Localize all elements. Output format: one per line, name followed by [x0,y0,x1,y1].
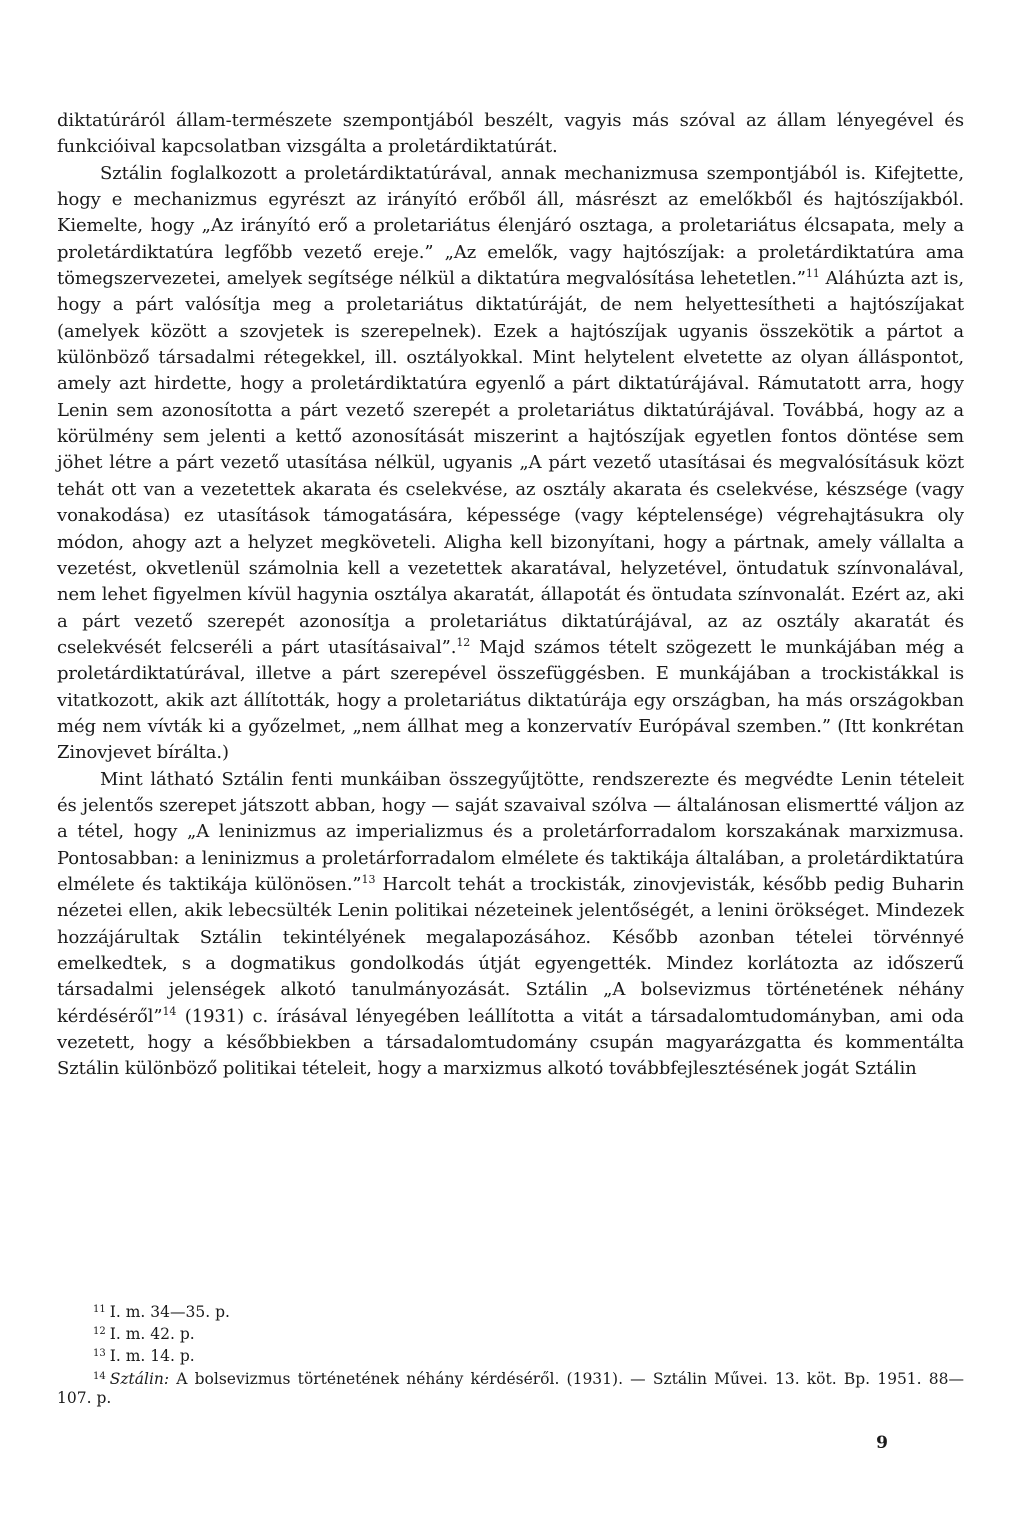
paragraph-2-text-b: Aláhúzta azt is, hogy a párt valósítja meg a proletariátus diktatúráját, de nem helyettesítheti a hajtószíjakat (amelyek között a szovjetek is szerepelnek). Ezek a hajtószíjak ugyanis összekötik a pártot a különböző társadalmi rétegekkel, ill. osztályokkal. Mint helytelent elvetette az olyan álláspontot, amely azt hirdette, hogy a proletárdiktatúra egyenlő a párt diktatúrájával. Rámutatott arra, hogy Lenin sem azonosította a párt vezető szerepét a proletariátus diktatúrájával. Továbbá, hogy az a körülmény sem jelenti a kettő azonosítását miszerint a hajtószíjak egyetlen fontos döntése sem jöhet létre a párt vezető utasítása nélkül, ugyanis „A párt vezető utasításai és megvalósításuk közt tehát ott van a vezetettek akarata és cselekvése, az osztály akarata és cselekvése, készsége (vagy vonakodása) ez utasítások támogatására, képessége (vagy képtelensége) végrehajtásukra oly módon, ahogy azt a helyzet megköveteli. Aligha kell bizonyítani, hogy a pártnak, amely vállalta a vezetést, okvetlenül számolnia kell a vezetettek akaratával, helyzetével, öntudatuk színvonalával, nem lehet figyelmen kívül hagynia osztálya akaratát, állapotát és öntudata színvonalát. Ezért az, aki a párt vezető szerepét azonosítja a proletariátus diktatúrájával, az az osztály akaratát és cselekvését felcseréli a párt utasításaival”. [57,268,964,658]
footnote-number: 13 [93,1348,106,1360]
paragraph-2 [57,161,964,767]
paragraph-1 [57,108,964,161]
page-number: 9 [876,1433,888,1453]
footnote-ref-14[interactable]: 14 [162,1004,177,1018]
paragraph-1-text: diktatúráról állam-természete szempontjából beszélt, vagyis más szóval az állam lényegével és funkcióival kapcsolatban vizsgálta a proletárdiktatúrát. [57,110,964,158]
footnotes [57,1300,964,1408]
paragraph-2-text-c: Majd számos tételt szögezett le munkájában még a proletárdiktatúrával, illetve a párt szerepével összefüggésben. E munkájában a trockistákkal is vitatkozott, akik azt állították, hogy a proletariátus diktatúrája egy országban, ha más országokban még nem vívták ki a győzelmet, „nem állhat meg a konzervatív Európával szemben.” (Itt konkrétan Zinovjevet bírálta.) [57,636,964,764]
footnote-11 [57,1300,964,1322]
footnote-number: 14 [93,1370,106,1382]
paragraph-2-text-a: Sztálin foglalkozott a proletárdiktatúrával, annak mechanizmusa szempontjából is. Kifejtette, hogy e mechanizmus egyrészt az irányító erőből áll, másrészt az emelőkből és hajtószíjakból. Kiemelte, hogy „Az irányító erő a proletariátus élenjáró osztaga, a proletariátus élcsapata, mely a proletárdiktatúra legfőbb vezető ereje.” „Az emelők, vagy hajtószíjak: a proletárdiktatúra ama tömegszervezetei, amelyek segítsége nélkül a diktatúra megvalósítása lehetetlen.” [57,162,964,290]
footnote-13 [57,1344,964,1366]
paragraph-3 [57,767,964,1083]
paragraph-3-text-a: Mint látható Sztálin fenti munkáiban összegyűjtötte, rendszerezte és megvédte Lenin tételeit és jelentős szerepet játszott abban, hogy — saját szavaival szólva — általánosan elismertté váljon az a tétel, hogy „A leninizmus az imperializmus és a proletárforradalom korszakának marxizmusa. Pontosabban: a leninizmus a proletárforradalom elmélete és taktikája általában, a proletárdiktatúra elmélete és taktikája különösen.” [57,768,964,895]
footnote-text: I. m. 34—35. p. [109,1303,230,1321]
footnote-ref-11[interactable]: 11 [805,267,820,281]
footnote-author: Sztálin: [109,1369,170,1388]
footnote-ref-13[interactable]: 13 [361,872,376,886]
footnote-number: 11 [93,1304,106,1315]
footnote-text: I. m. 14. p. [109,1347,195,1366]
footnote-14 [57,1367,964,1408]
footnote-12 [57,1322,964,1344]
footnote-text: I. m. 42. p. [109,1325,195,1344]
footnote-number: 12 [93,1326,106,1338]
footnote-text: A bolsevizmus történetének néhány kérdéséről. (1931). — Sztálin Művei. 13. köt. Bp. 1951. 88—107. p. [57,1369,964,1407]
paragraph-3-text-c: (1931) c. írásával lényegében leállította a vitát a társadalomtudományban, ami oda vezetett, hogy a későbbiekben a társadalomtudomány csupán magyarázgatta és kommentálta Sztálin különböző politikai tételeit, hogy a marxizmus alkotó továbbfejlesztésének jogát Sztálin [57,1005,964,1080]
main-text [57,108,964,1083]
paragraph-3-text-b: Harcolt tehát a trockisták, zinovjevisták, később pedig Buharin nézetei ellen, akik lebecsülték Lenin politikai nézeteinek jelentőségét, a lenini örökséget. Mindezek hozzájárultak Sztálin tekintélyének megalapozásához. Később azonban tételei törvénnyé emelkedtek, s a dogmatikus gondolkodás útját egyengették. Mindez korlátozta az időszerű társadalmi jelenségek alkotó tanulmányozását. Sztálin „A bolsevizmus történetének néhány kérdéséről” [57,873,964,1027]
footnote-ref-12[interactable]: 12 [456,635,471,649]
